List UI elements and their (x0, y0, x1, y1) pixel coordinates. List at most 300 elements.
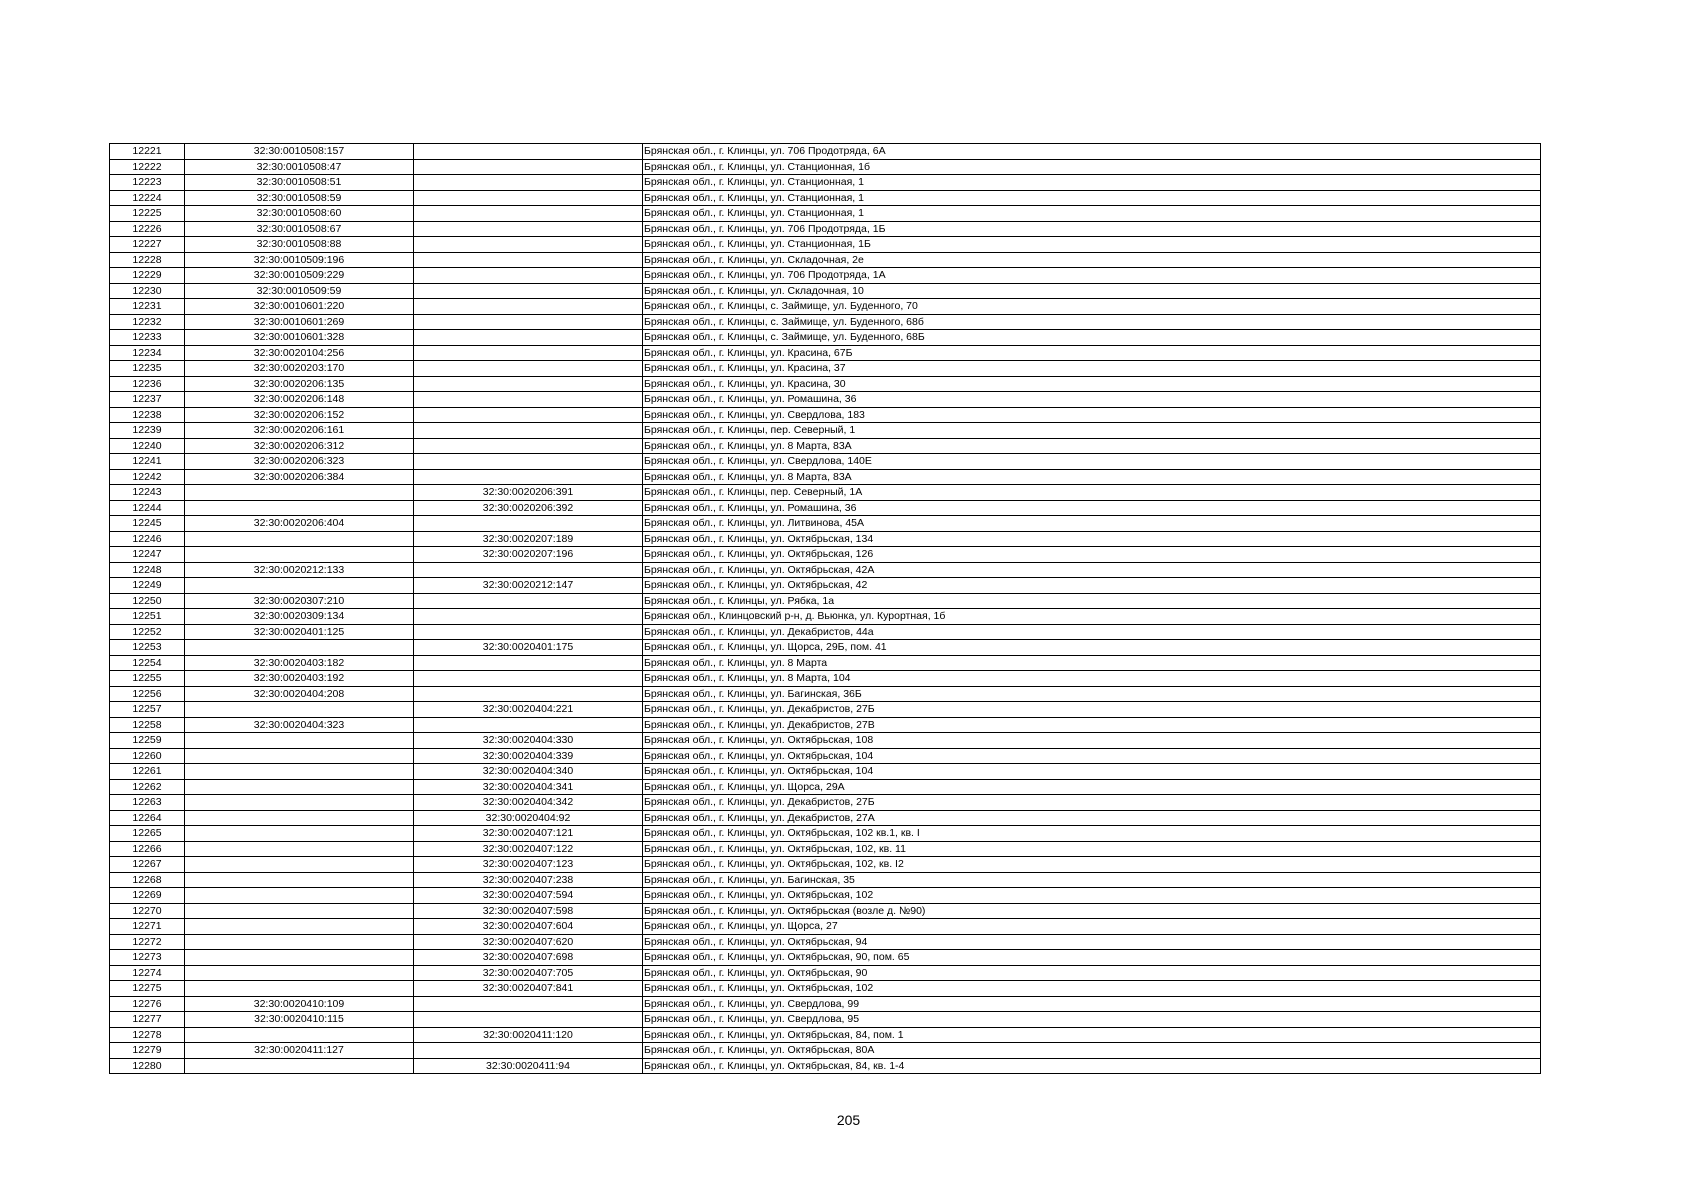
table-row (110, 857, 1541, 873)
address-cell: Брянская обл., г. Клинцы, ул. 8 Марта, 83А (643, 438, 1541, 454)
cadastral-number-cell: 32:30:0020410:109 (185, 996, 414, 1012)
table-row (110, 1027, 1541, 1043)
row-number-cell: 12279 (110, 1043, 185, 1059)
cadastral-number-alt-cell (414, 299, 643, 315)
cadastral-number-cell (185, 965, 414, 981)
address-cell: Брянская обл., г. Клинцы, ул. Декабристов, 27Б (643, 795, 1541, 811)
table-row (110, 810, 1541, 826)
address-cell: Брянская обл., г. Клинцы, ул. 706 Продотряда, 1А (643, 268, 1541, 284)
address-cell: Брянская обл., г. Клинцы, ул. Октябрьская, 104 (643, 764, 1541, 780)
address-cell: Брянская обл., г. Клинцы, ул. Станционная, 1б (643, 159, 1541, 175)
address-cell: Брянская обл., г. Клинцы, ул. Свердлова, 140Е (643, 454, 1541, 470)
cadastral-number-cell: 32:30:0020206:312 (185, 438, 414, 454)
register-table (109, 143, 1541, 1074)
cadastral-number-cell (185, 1027, 414, 1043)
cadastral-number-alt-cell (414, 996, 643, 1012)
table-row (110, 996, 1541, 1012)
cadastral-number-cell (185, 919, 414, 935)
cadastral-number-cell (185, 640, 414, 656)
cadastral-number-cell: 32:30:0020203:170 (185, 361, 414, 377)
address-cell: Брянская обл., г. Клинцы, ул. Складочная, 10 (643, 283, 1541, 299)
cadastral-number-alt-cell: 32:30:0020407:620 (414, 934, 643, 950)
cadastral-number-cell (185, 578, 414, 594)
row-number-cell: 12274 (110, 965, 185, 981)
cadastral-number-alt-cell (414, 1012, 643, 1028)
address-cell: Брянская обл., г. Клинцы, ул. Красина, 67Б (643, 345, 1541, 361)
cadastral-number-alt-cell (414, 190, 643, 206)
table-row (110, 268, 1541, 284)
row-number-cell: 12244 (110, 500, 185, 516)
table-row (110, 469, 1541, 485)
row-number-cell: 12268 (110, 872, 185, 888)
cadastral-number-alt-cell: 32:30:0020404:221 (414, 702, 643, 718)
table-row (110, 903, 1541, 919)
table-row (110, 593, 1541, 609)
table-row (110, 965, 1541, 981)
row-number-cell: 12250 (110, 593, 185, 609)
cadastral-number-cell (185, 779, 414, 795)
row-number-cell: 12238 (110, 407, 185, 423)
cadastral-number-alt-cell (414, 206, 643, 222)
table-row (110, 206, 1541, 222)
cadastral-number-alt-cell: 32:30:0020407:121 (414, 826, 643, 842)
table-row (110, 950, 1541, 966)
row-number-cell: 12229 (110, 268, 185, 284)
row-number-cell: 12275 (110, 981, 185, 997)
cadastral-number-cell: 32:30:0020404:323 (185, 717, 414, 733)
row-number-cell: 12271 (110, 919, 185, 935)
address-cell: Брянская обл., г. Клинцы, ул. Октябрьская, 102, кв. 11 (643, 841, 1541, 857)
address-cell: Брянская обл., г. Клинцы, ул. Декабристов, 27А (643, 810, 1541, 826)
cadastral-number-alt-cell (414, 655, 643, 671)
address-cell: Брянская обл., г. Клинцы, ул. Рябка, 1а (643, 593, 1541, 609)
cadastral-number-cell (185, 903, 414, 919)
table-row (110, 1012, 1541, 1028)
table-row (110, 748, 1541, 764)
row-number-cell: 12248 (110, 562, 185, 578)
cadastral-number-alt-cell: 32:30:0020404:342 (414, 795, 643, 811)
cadastral-number-cell: 32:30:0010601:328 (185, 330, 414, 346)
table-row (110, 1058, 1541, 1074)
row-number-cell: 12232 (110, 314, 185, 330)
address-cell: Брянская обл., г. Клинцы, ул. Багинская, 35 (643, 872, 1541, 888)
table-row (110, 454, 1541, 470)
row-number-cell: 12273 (110, 950, 185, 966)
address-cell: Брянская обл., г. Клинцы, ул. Щорса, 29Б, пом. 41 (643, 640, 1541, 656)
cadastral-number-alt-cell: 32:30:0020206:391 (414, 485, 643, 501)
cadastral-number-alt-cell (414, 283, 643, 299)
cadastral-number-cell: 32:30:0020403:192 (185, 671, 414, 687)
table-row (110, 299, 1541, 315)
cadastral-number-alt-cell (414, 562, 643, 578)
address-cell: Брянская обл., г. Клинцы, ул. Октябрьская, 94 (643, 934, 1541, 950)
table-row (110, 376, 1541, 392)
table-row (110, 981, 1541, 997)
row-number-cell: 12264 (110, 810, 185, 826)
address-cell: Брянская обл., г. Клинцы, ул. Щорса, 27 (643, 919, 1541, 935)
row-number-cell: 12247 (110, 547, 185, 563)
address-cell: Брянская обл., г. Клинцы, ул. Станционная, 1Б (643, 237, 1541, 253)
cadastral-number-alt-cell: 32:30:0020404:330 (414, 733, 643, 749)
row-number-cell: 12267 (110, 857, 185, 873)
address-cell: Брянская обл., г. Клинцы, ул. Красина, 37 (643, 361, 1541, 377)
table-row (110, 888, 1541, 904)
row-number-cell: 12278 (110, 1027, 185, 1043)
cadastral-number-alt-cell: 32:30:0020407:598 (414, 903, 643, 919)
row-number-cell: 12257 (110, 702, 185, 718)
address-cell: Брянская обл., г. Клинцы, пер. Северный, 1 (643, 423, 1541, 439)
cadastral-number-alt-cell (414, 423, 643, 439)
cadastral-number-cell: 32:30:0010508:60 (185, 206, 414, 222)
cadastral-number-alt-cell: 32:30:0020407:238 (414, 872, 643, 888)
table-row (110, 531, 1541, 547)
row-number-cell: 12249 (110, 578, 185, 594)
address-cell: Брянская обл., г. Клинцы, ул. Октябрьская, 102 кв.1, кв. I (643, 826, 1541, 842)
cadastral-number-cell (185, 733, 414, 749)
cadastral-number-alt-cell: 32:30:0020407:594 (414, 888, 643, 904)
table-row (110, 485, 1541, 501)
row-number-cell: 12225 (110, 206, 185, 222)
table-row (110, 795, 1541, 811)
cadastral-number-cell (185, 934, 414, 950)
table-row (110, 314, 1541, 330)
table-row (110, 159, 1541, 175)
cadastral-number-cell (185, 702, 414, 718)
table-row (110, 547, 1541, 563)
row-number-cell: 12234 (110, 345, 185, 361)
cadastral-number-alt-cell (414, 268, 643, 284)
address-cell: Брянская обл., г. Клинцы, ул. Октябрьская, 108 (643, 733, 1541, 749)
address-cell: Брянская обл., г. Клинцы, ул. Октябрьская, 80А (643, 1043, 1541, 1059)
row-number-cell: 12277 (110, 1012, 185, 1028)
cadastral-number-alt-cell (414, 609, 643, 625)
table-row (110, 686, 1541, 702)
table-row (110, 919, 1541, 935)
cadastral-number-cell: 32:30:0020206:404 (185, 516, 414, 532)
cadastral-number-cell: 32:30:0010601:220 (185, 299, 414, 315)
table-row (110, 841, 1541, 857)
cadastral-number-alt-cell (414, 175, 643, 191)
cadastral-number-cell (185, 748, 414, 764)
address-cell: Брянская обл., г. Клинцы, ул. Станционная, 1 (643, 190, 1541, 206)
row-number-cell: 12280 (110, 1058, 185, 1074)
address-cell: Брянская обл., г. Клинцы, ул. Октябрьская, 90 (643, 965, 1541, 981)
cadastral-number-alt-cell: 32:30:0020407:698 (414, 950, 643, 966)
address-cell: Брянская обл., г. Клинцы, ул. Щорса, 29А (643, 779, 1541, 795)
table-row (110, 190, 1541, 206)
row-number-cell: 12231 (110, 299, 185, 315)
cadastral-number-alt-cell (414, 469, 643, 485)
row-number-cell: 12236 (110, 376, 185, 392)
cadastral-number-alt-cell: 32:30:0020207:189 (414, 531, 643, 547)
row-number-cell: 12240 (110, 438, 185, 454)
address-cell: Брянская обл., г. Клинцы, ул. Октябрьская, 42А (643, 562, 1541, 578)
address-cell: Брянская обл., г. Клинцы, с. Займище, ул. Буденного, 68б (643, 314, 1541, 330)
address-cell: Брянская обл., г. Клинцы, ул. Октябрьская, 84, пом. 1 (643, 1027, 1541, 1043)
table-row (110, 872, 1541, 888)
address-cell: Брянская обл., г. Клинцы, с. Займище, ул. Буденного, 70 (643, 299, 1541, 315)
address-cell: Брянская обл., г. Клинцы, ул. Октябрьская, 90, пом. 65 (643, 950, 1541, 966)
address-cell: Брянская обл., г. Клинцы, ул. Станционная, 1 (643, 206, 1541, 222)
cadastral-number-cell: 32:30:0020206:148 (185, 392, 414, 408)
table-row (110, 578, 1541, 594)
cadastral-number-cell: 32:30:0010509:196 (185, 252, 414, 268)
cadastral-number-cell: 32:30:0020206:161 (185, 423, 414, 439)
row-number-cell: 12256 (110, 686, 185, 702)
table-row (110, 655, 1541, 671)
cadastral-number-alt-cell (414, 593, 643, 609)
cadastral-number-cell (185, 826, 414, 842)
cadastral-number-cell: 32:30:0010601:269 (185, 314, 414, 330)
address-cell: Брянская обл., г. Клинцы, ул. Октябрьская, 104 (643, 748, 1541, 764)
address-cell: Брянская обл., г. Клинцы, ул. Багинская, 36Б (643, 686, 1541, 702)
address-cell: Брянская обл., г. Клинцы, ул. 8 Марта, 104 (643, 671, 1541, 687)
cadastral-number-cell (185, 857, 414, 873)
address-cell: Брянская обл., г. Клинцы, ул. Декабристов, 27В (643, 717, 1541, 733)
row-number-cell: 12255 (110, 671, 185, 687)
table-row (110, 500, 1541, 516)
cadastral-number-alt-cell (414, 221, 643, 237)
table-row (110, 283, 1541, 299)
address-cell: Брянская обл., г. Клинцы, ул. Октябрьская, 102 (643, 981, 1541, 997)
cadastral-number-alt-cell: 32:30:0020411:120 (414, 1027, 643, 1043)
cadastral-number-alt-cell (414, 671, 643, 687)
cadastral-number-cell: 32:30:0020206:135 (185, 376, 414, 392)
cadastral-number-cell: 32:30:0020401:125 (185, 624, 414, 640)
cadastral-number-cell (185, 950, 414, 966)
table-row (110, 175, 1541, 191)
cadastral-number-cell: 32:30:0010508:88 (185, 237, 414, 253)
cadastral-number-cell (185, 872, 414, 888)
cadastral-number-cell (185, 1058, 414, 1074)
address-cell: Брянская обл., г. Клинцы, ул. Октябрьская (возле д. №90) (643, 903, 1541, 919)
address-cell: Брянская обл., г. Клинцы, пер. Северный, 1А (643, 485, 1541, 501)
register-table-body (110, 144, 1541, 1074)
cadastral-number-alt-cell: 32:30:0020212:147 (414, 578, 643, 594)
cadastral-number-alt-cell (414, 159, 643, 175)
row-number-cell: 12272 (110, 934, 185, 950)
cadastral-number-alt-cell (414, 717, 643, 733)
address-cell: Брянская обл., г. Клинцы, ул. Свердлова, 95 (643, 1012, 1541, 1028)
cadastral-number-alt-cell: 32:30:0020407:122 (414, 841, 643, 857)
cadastral-number-alt-cell: 32:30:0020407:123 (414, 857, 643, 873)
address-cell: Брянская обл., г. Клинцы, ул. Октябрьская, 84, кв. 1-4 (643, 1058, 1541, 1074)
row-number-cell: 12246 (110, 531, 185, 547)
cadastral-number-cell (185, 981, 414, 997)
table-row (110, 702, 1541, 718)
table-row (110, 361, 1541, 377)
cadastral-number-alt-cell (414, 330, 643, 346)
cadastral-number-cell: 32:30:0010508:157 (185, 144, 414, 160)
table-row (110, 345, 1541, 361)
row-number-cell: 12245 (110, 516, 185, 532)
cadastral-number-alt-cell: 32:30:0020404:340 (414, 764, 643, 780)
row-number-cell: 12224 (110, 190, 185, 206)
table-row (110, 826, 1541, 842)
address-cell: Брянская обл., Клинцовский р-н, д. Вьюнка, ул. Курортная, 1б (643, 609, 1541, 625)
row-number-cell: 12235 (110, 361, 185, 377)
address-cell: Брянская обл., г. Клинцы, ул. Станционная, 1 (643, 175, 1541, 191)
cadastral-number-alt-cell (414, 624, 643, 640)
cadastral-number-alt-cell (414, 376, 643, 392)
page-number: 205 (836, 1112, 861, 1128)
cadastral-number-cell: 32:30:0020309:134 (185, 609, 414, 625)
cadastral-number-alt-cell: 32:30:0020407:841 (414, 981, 643, 997)
cadastral-number-alt-cell (414, 454, 643, 470)
cadastral-number-cell: 32:30:0010509:59 (185, 283, 414, 299)
row-number-cell: 12269 (110, 888, 185, 904)
row-number-cell: 12263 (110, 795, 185, 811)
cadastral-number-cell: 32:30:0010508:51 (185, 175, 414, 191)
address-cell: Брянская обл., г. Клинцы, ул. 8 Марта, 83А (643, 469, 1541, 485)
address-cell: Брянская обл., г. Клинцы, ул. 8 Марта (643, 655, 1541, 671)
cadastral-number-alt-cell (414, 1043, 643, 1059)
row-number-cell: 12259 (110, 733, 185, 749)
cadastral-number-cell: 32:30:0020206:323 (185, 454, 414, 470)
row-number-cell: 12254 (110, 655, 185, 671)
row-number-cell: 12237 (110, 392, 185, 408)
row-number-cell: 12239 (110, 423, 185, 439)
address-cell: Брянская обл., г. Клинцы, ул. Декабристов, 27Б (643, 702, 1541, 718)
cadastral-number-alt-cell (414, 144, 643, 160)
address-cell: Брянская обл., г. Клинцы, ул. Свердлова, 99 (643, 996, 1541, 1012)
table-row (110, 779, 1541, 795)
table-row (110, 609, 1541, 625)
address-cell: Брянская обл., г. Клинцы, ул. Литвинова, 45А (643, 516, 1541, 532)
row-number-cell: 12241 (110, 454, 185, 470)
row-number-cell: 12260 (110, 748, 185, 764)
address-cell: Брянская обл., г. Клинцы, ул. Октябрьская, 102, кв. I2 (643, 857, 1541, 873)
cadastral-number-cell (185, 531, 414, 547)
table-row (110, 562, 1541, 578)
table-row (110, 671, 1541, 687)
address-cell: Брянская обл., г. Клинцы, ул. 706 Продотряда, 1Б (643, 221, 1541, 237)
address-cell: Брянская обл., г. Клинцы, ул. Складочная, 2е (643, 252, 1541, 268)
table-row (110, 516, 1541, 532)
cadastral-number-cell: 32:30:0020307:210 (185, 593, 414, 609)
cadastral-number-alt-cell: 32:30:0020207:196 (414, 547, 643, 563)
row-number-cell: 12262 (110, 779, 185, 795)
row-number-cell: 12230 (110, 283, 185, 299)
row-number-cell: 12221 (110, 144, 185, 160)
cadastral-number-alt-cell: 32:30:0020407:705 (414, 965, 643, 981)
cadastral-number-cell: 32:30:0020206:152 (185, 407, 414, 423)
table-row (110, 407, 1541, 423)
address-cell: Брянская обл., г. Клинцы, с. Займище, ул. Буденного, 68Б (643, 330, 1541, 346)
table-row (110, 252, 1541, 268)
cadastral-number-cell: 32:30:0010508:47 (185, 159, 414, 175)
row-number-cell: 12227 (110, 237, 185, 253)
cadastral-number-alt-cell (414, 686, 643, 702)
table-row (110, 237, 1541, 253)
cadastral-number-cell: 32:30:0010509:229 (185, 268, 414, 284)
row-number-cell: 12242 (110, 469, 185, 485)
cadastral-number-alt-cell (414, 345, 643, 361)
table-row (110, 423, 1541, 439)
table-row (110, 1043, 1541, 1059)
table-row (110, 764, 1541, 780)
table-row (110, 392, 1541, 408)
row-number-cell: 12228 (110, 252, 185, 268)
cadastral-number-cell: 32:30:0020212:133 (185, 562, 414, 578)
cadastral-number-cell: 32:30:0020410:115 (185, 1012, 414, 1028)
cadastral-number-cell (185, 764, 414, 780)
table-row (110, 640, 1541, 656)
cadastral-number-alt-cell (414, 314, 643, 330)
table-row (110, 330, 1541, 346)
address-cell: Брянская обл., г. Клинцы, ул. Октябрьская, 126 (643, 547, 1541, 563)
table-row (110, 624, 1541, 640)
row-number-cell: 12261 (110, 764, 185, 780)
row-number-cell: 12252 (110, 624, 185, 640)
row-number-cell: 12266 (110, 841, 185, 857)
cadastral-number-cell (185, 810, 414, 826)
table-row (110, 733, 1541, 749)
cadastral-number-cell: 32:30:0020404:208 (185, 686, 414, 702)
address-cell: Брянская обл., г. Клинцы, ул. Свердлова, 183 (643, 407, 1541, 423)
cadastral-number-cell (185, 485, 414, 501)
cadastral-number-alt-cell (414, 392, 643, 408)
row-number-cell: 12233 (110, 330, 185, 346)
row-number-cell: 12243 (110, 485, 185, 501)
cadastral-number-alt-cell (414, 516, 643, 532)
row-number-cell: 12251 (110, 609, 185, 625)
cadastral-number-alt-cell: 32:30:0020206:392 (414, 500, 643, 516)
cadastral-number-cell: 32:30:0020206:384 (185, 469, 414, 485)
cadastral-number-cell: 32:30:0020411:127 (185, 1043, 414, 1059)
table-row (110, 717, 1541, 733)
cadastral-number-alt-cell: 32:30:0020401:175 (414, 640, 643, 656)
address-cell: Брянская обл., г. Клинцы, ул. Октябрьская, 134 (643, 531, 1541, 547)
row-number-cell: 12226 (110, 221, 185, 237)
cadastral-number-alt-cell: 32:30:0020404:339 (414, 748, 643, 764)
row-number-cell: 12276 (110, 996, 185, 1012)
cadastral-number-cell: 32:30:0010508:59 (185, 190, 414, 206)
table-row (110, 144, 1541, 160)
address-cell: Брянская обл., г. Клинцы, ул. 706 Продотряда, 6А (643, 144, 1541, 160)
table-row (110, 438, 1541, 454)
address-cell: Брянская обл., г. Клинцы, ул. Красина, 30 (643, 376, 1541, 392)
cadastral-number-cell (185, 547, 414, 563)
table-row (110, 934, 1541, 950)
row-number-cell: 12222 (110, 159, 185, 175)
cadastral-number-alt-cell (414, 438, 643, 454)
cadastral-number-alt-cell (414, 252, 643, 268)
row-number-cell: 12258 (110, 717, 185, 733)
cadastral-number-alt-cell: 32:30:0020404:341 (414, 779, 643, 795)
row-number-cell: 12223 (110, 175, 185, 191)
cadastral-number-cell (185, 795, 414, 811)
cadastral-number-alt-cell: 32:30:0020411:94 (414, 1058, 643, 1074)
cadastral-number-cell (185, 500, 414, 516)
cadastral-number-alt-cell (414, 361, 643, 377)
address-cell: Брянская обл., г. Клинцы, ул. Декабристов, 44а (643, 624, 1541, 640)
cadastral-number-alt-cell (414, 237, 643, 253)
cadastral-number-cell: 32:30:0010508:67 (185, 221, 414, 237)
row-number-cell: 12253 (110, 640, 185, 656)
cadastral-number-alt-cell (414, 407, 643, 423)
cadastral-number-cell: 32:30:0020104:256 (185, 345, 414, 361)
address-cell: Брянская обл., г. Клинцы, ул. Ромашина, 36 (643, 500, 1541, 516)
row-number-cell: 12270 (110, 903, 185, 919)
cadastral-number-cell: 32:30:0020403:182 (185, 655, 414, 671)
row-number-cell: 12265 (110, 826, 185, 842)
address-cell: Брянская обл., г. Клинцы, ул. Октябрьская, 42 (643, 578, 1541, 594)
cadastral-number-cell (185, 841, 414, 857)
table-row (110, 221, 1541, 237)
address-cell: Брянская обл., г. Клинцы, ул. Ромашина, 36 (643, 392, 1541, 408)
cadastral-number-cell (185, 888, 414, 904)
